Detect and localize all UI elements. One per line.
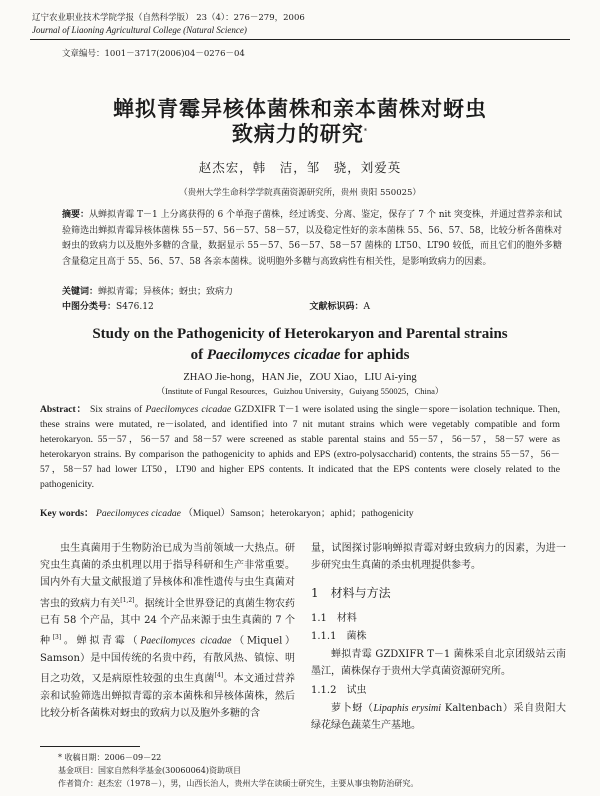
title-cn-line2 <box>0 118 600 148</box>
abstract-en-label: Abstract： <box>40 404 87 415</box>
journal-header-en: Journal of Liaoning Agricultural College (Natural Science) <box>32 25 247 35</box>
doc-code-label: 文献标识码： <box>309 302 364 312</box>
title-en-tail: for aphids <box>344 347 410 363</box>
abstract-cn-label: 摘要： <box>62 210 90 220</box>
classification-line <box>62 300 562 316</box>
header-rule <box>30 39 570 40</box>
intro-text-c: 。蝉拟青霉（ <box>61 635 141 647</box>
affiliation-cn: （贵州大学生命科学学院真菌资源研究所，贵州 贵阳 550025） <box>179 188 421 198</box>
intro-species: Paecilomyces cicadae <box>140 635 232 647</box>
keywords-en <box>40 506 560 521</box>
footnote-received: * 收稿日期：2006－09－22 <box>58 753 162 762</box>
keywords-en-species: Paecilomyces cicadae <box>95 508 181 519</box>
keywords-cn-label: 关键词： <box>62 287 99 297</box>
keywords-en-rest: （Miquel）Samson；heterokaryon；aphid；pathogenicity <box>183 508 414 519</box>
section-1-1-1-text: 蝉拟青霉 GZDXIFR T－1 菌株采自北京团级站云南墨江，菌株保存于贵州大学真菌资源研究所。 <box>311 649 566 678</box>
title-en-species: Paecilomyces cicadae <box>206 347 341 363</box>
abstract-en-text-2: GZDXIFR T－1 were isolated using the single－spore－isolation technique. Then, these strains were mutated, re－isolated, and identified into 7 nit mutant strains which were vegetably compatible and form heterokaryon. 55－57，56－57 and 58－57 were screened as stable parental stains and 55－57，56－57，58－57 were as heterokaryon strains. By comparison the pathogenicity to aphids and EPS (extro-polysaccharid) contents, the strains 55－57，56－57，58－57 had lower LT50，LT90 and higher EPS contents. It indicated that the EPS contents were closely related to the pathogenicity. <box>40 404 561 490</box>
intro-paragraph <box>40 540 295 722</box>
abstract-en <box>40 402 560 492</box>
intro-text-a: 虫生真菌用于生物防治已成为当前领域一大热点。研究虫生真菌的杀虫机理以用于指导科研和生产非常重要。国内外有大量文献报道了异核体和准性遗传与虫生真菌对害虫的致病力有关 <box>40 543 295 609</box>
section-1-1-heading: 1.1 材料 <box>311 613 357 624</box>
authors-en: ZHAO Jie-hong，HAN Jie，ZOU Xiao，LIU Ai-ying <box>183 372 417 383</box>
doc-code-value: A <box>363 302 370 312</box>
section-1-1-2-text <box>311 700 566 734</box>
title-en-line2 <box>0 347 600 364</box>
footnote-rule <box>40 746 140 747</box>
section-1-heading: 1 材料与方法 <box>311 586 391 600</box>
section-1-1-2-heading: 1.1.2 试虫 <box>311 685 367 696</box>
intro-text-b: 。据统计全世界登记的真菌生物农药已有 58 个产品，其中 24 个产品来源于虫生真菌的 7 个种 <box>40 597 296 647</box>
section-1-1-2-species: Lipaphis erysimi <box>373 703 442 714</box>
abstract-cn <box>62 208 562 270</box>
title-cn-line2-text: 致病力的研究 <box>231 121 364 146</box>
authors-cn: 赵杰宏，韩 洁，邹 骁，刘爱英 <box>198 160 402 175</box>
keywords-en-label: Key words： <box>40 508 94 519</box>
clc-label: 中图分类号： <box>62 302 117 312</box>
affiliation-en: （Institute of Fungal Resources，Guizhou University，Guiyang 550025，China） <box>156 386 444 396</box>
footnote-author-bio: 作者简介：赵杰宏（1978－），男，山西长治人，贵州大学在读硕士研究生，主要从事虫物防治研究。 <box>58 779 419 788</box>
title-cn-line1: 蝉拟青霉异核体菌株和亲本菌株对蚜虫 <box>113 96 487 121</box>
section-1-1-1-heading: 1.1.1 菌株 <box>311 631 367 642</box>
title-footnote-mark: * <box>363 128 369 135</box>
journal-header-cn: 辽宁农业职业技术学院学报（自然科学版） 23（4）：276－279，2006 <box>32 13 305 23</box>
intro-text-e: 。本文通过营养亲和试验筛选出蝉拟青霉的亲本菌株和异核体菌株，然后比较分析各菌株对蚜虫的致病力以及胞外多糖的含 <box>40 673 296 719</box>
keywords-cn-text: 蝉拟青霉；异核体；蚜虫；致病力 <box>98 287 234 297</box>
section-1-1-2-text-a: 萝卜蚜（ <box>331 703 374 714</box>
footnote-funding: 基金项目：国家自然科学基金(30060064)资助项目 <box>58 766 241 775</box>
abstract-en-text-1: Six strains of <box>90 404 143 415</box>
clc-value: S476.12 <box>116 302 154 312</box>
keywords-cn <box>62 285 562 301</box>
abstract-en-species: Paecilomyces cicadae <box>145 404 232 415</box>
abstract-cn-text: 从蝉拟青霉 T－1 上分离获得的 6 个单孢子菌株，经过诱变、分离、鉴定，保存了 7 个 nit 突变株，并通过营养亲和试验筛选出蝉拟青霉异核体菌株 55－57、56－57、58－57，以及稳定性好的亲本菌株 55、56、57、58，比较分析各菌株对蚜虫的致病力以及胞外多糖的含量，数据显示 55－57、56－57、58－57 菌株的 LT50、LT90 较低，而且它们的胞外多糖含量稳定且高于 55、56、57、58 各亲本菌株。说明胞外多糖与高致病性有相关性，是影响致病力的因素。 <box>62 210 562 267</box>
intro-ref-b: [3] <box>52 634 62 642</box>
intro-ref-a: [1,2] <box>120 596 135 604</box>
intro-continuation: 量，试图探讨影响蝉拟青霉对蚜虫致病力的因素，为进一步研究虫生真菌的杀虫机理提供参考。 <box>311 543 566 572</box>
intro-ref-d: [4] <box>214 672 224 680</box>
title-en-of: of <box>190 347 204 363</box>
section-1-1-2-text-b: Kaltenbach）采自贵阳大绿花绿色蔬菜生产基地。 <box>311 703 567 732</box>
title-en-line1: Study on the Pathogenicity of Heterokaryon and Parental strains <box>92 326 508 342</box>
article-number: 文章编号：1001－3717(2006)04－0276－04 <box>62 49 245 59</box>
intro-text-d: （Miquel）Samson）是中国传统的名贵中药，有散风热、镇惊、明目之功效，又是病原性较强的虫生真菌 <box>40 635 295 685</box>
